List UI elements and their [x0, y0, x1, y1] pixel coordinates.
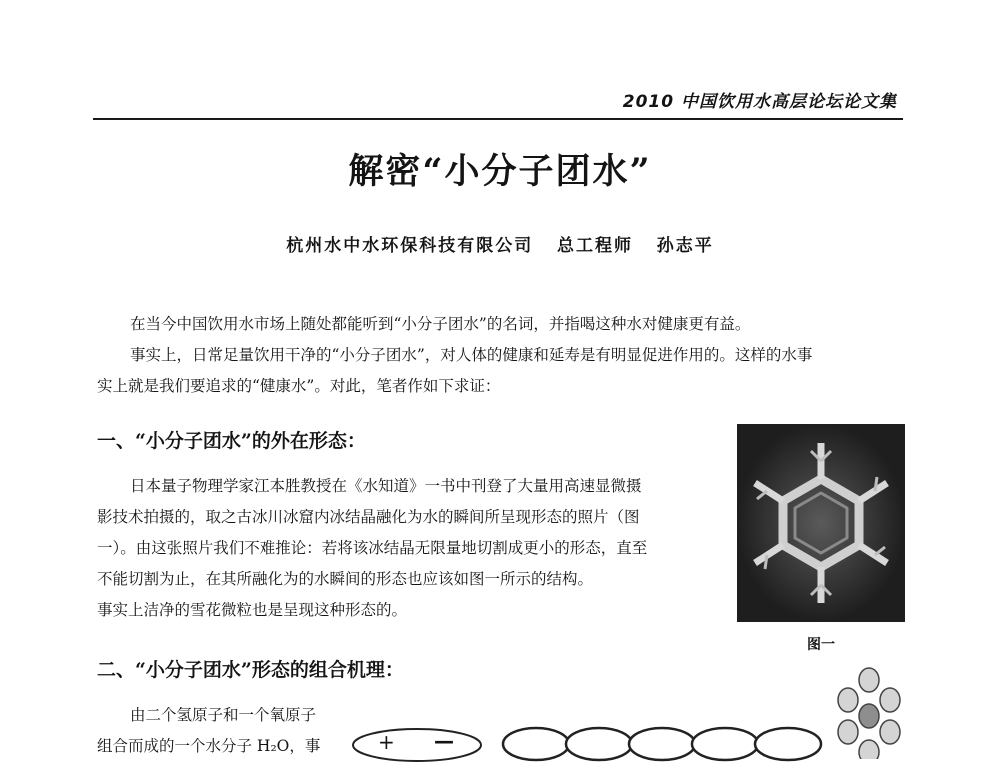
- intro-line-3: 实上就是我们要追求的“健康水”。对此，笔者作如下求证：: [97, 377, 501, 395]
- article-title: 解密“小分子团水”: [348, 151, 652, 192]
- section-2-line-1: 由二个氢原子和一个氧原子: [130, 706, 317, 724]
- figure-1-caption: 图一: [807, 637, 835, 653]
- header-rule: [93, 118, 903, 120]
- intro-line-2: 事实上，日常足量饮用干净的“小分子团水”，对人体的健康和延寿是有明显促进作用的。这样的水事: [130, 346, 813, 364]
- section-1-line-2: 影技术拍摄的，取之古冰川冰窟内冰结晶融化为水的瞬间所呈现形态的照片（图: [97, 508, 640, 526]
- section-1-line-3: 一）。由这张照片我们不难推论：若将该冰结晶无限量地切割成更小的形态，直至: [97, 539, 648, 557]
- ice-crystal-photo: [737, 424, 905, 622]
- molecule-cluster-diagram: [834, 666, 904, 759]
- section-1-line-5: 事实上洁净的雪花微粒也是呈现这种形态的。: [97, 601, 408, 619]
- minus-sign: —: [434, 729, 454, 753]
- section-1-heading: 一、“小分子团水”的外在形态：: [97, 430, 366, 452]
- molecule-chain-diagram: [500, 722, 830, 762]
- section-2-heading: 二、“小分子团水”形态的组合机理：: [97, 659, 404, 681]
- intro-line-1: 在当今中国饮用水市场上随处都能听到“小分子团水”的名词，并指喝这种水对健康更有益。: [130, 315, 751, 333]
- journal-header: 2010 中国饮用水高层论坛论文集: [622, 92, 897, 112]
- plus-sign: +: [378, 730, 395, 754]
- section-1-line-4: 不能切割为止，在其所融化为的水瞬间的形态也应该如图一所示的结构。: [97, 570, 594, 588]
- water-molecule-diagram: [350, 724, 485, 764]
- section-2-line-2: 组合而成的一个水分子 H₂O，事: [97, 737, 321, 755]
- author-byline: 杭州水中水环保科技有限公司 总工程师 孙志平: [286, 236, 714, 256]
- section-1-line-1: 日本量子物理学家江本胜教授在《水知道》一书中刊登了大量用高速显微摄: [130, 477, 642, 495]
